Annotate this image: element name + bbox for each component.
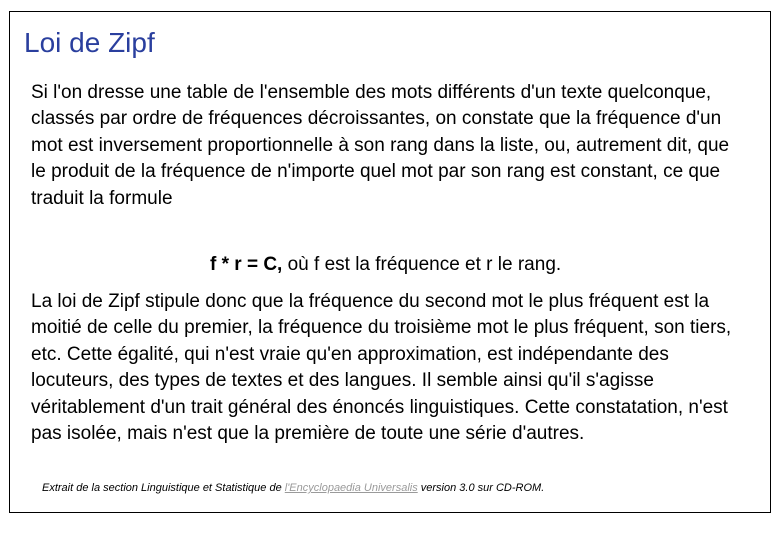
source-prefix: Extrait de la section Linguistique et Statistique de [42,482,285,494]
source-citation [42,481,544,495]
formula-explanation: où f est la fréquence et r le rang. [282,254,562,275]
source-suffix: version 3.0 sur CD-ROM. [417,482,545,494]
formula-expression: f * r = C, [210,254,283,275]
slide-title: Loi de Zipf [24,27,155,58]
encyclopaedia-link[interactable]: l'Encyclopaedia Universalis [284,482,418,494]
formula-line [210,252,561,278]
paragraph-definition: Si l'on dresse une table de l'ensemble des mots différents d'un texte quelconque, classés par ordre de fréquences décroissantes, on constate que la fréquence d'un mot est inversement proportionnelle à son rang dans la liste, ou, autrement dit, que le produit de la fréquence de n'importe quel mot par son rang est constant, ce que traduit la formule [31,82,730,209]
paragraph-explanation: La loi de Zipf stipule donc que la fréquence du second mot le plus fréquent est la moitié de celle du premier, la fréquence du troisième mot le plus fréquent, son tiers, etc. Cette égalité, qui n'est vraie qu'en approximation, est indépendante des locuteurs, des types de textes et des langues. Il semble ainsi qu'il s'agisse véritablement d'un trait général des énoncés linguistiques. Cette constatation, n'est pas isolée, mais n'est que la première de toute une série d'autres. [31,291,732,445]
